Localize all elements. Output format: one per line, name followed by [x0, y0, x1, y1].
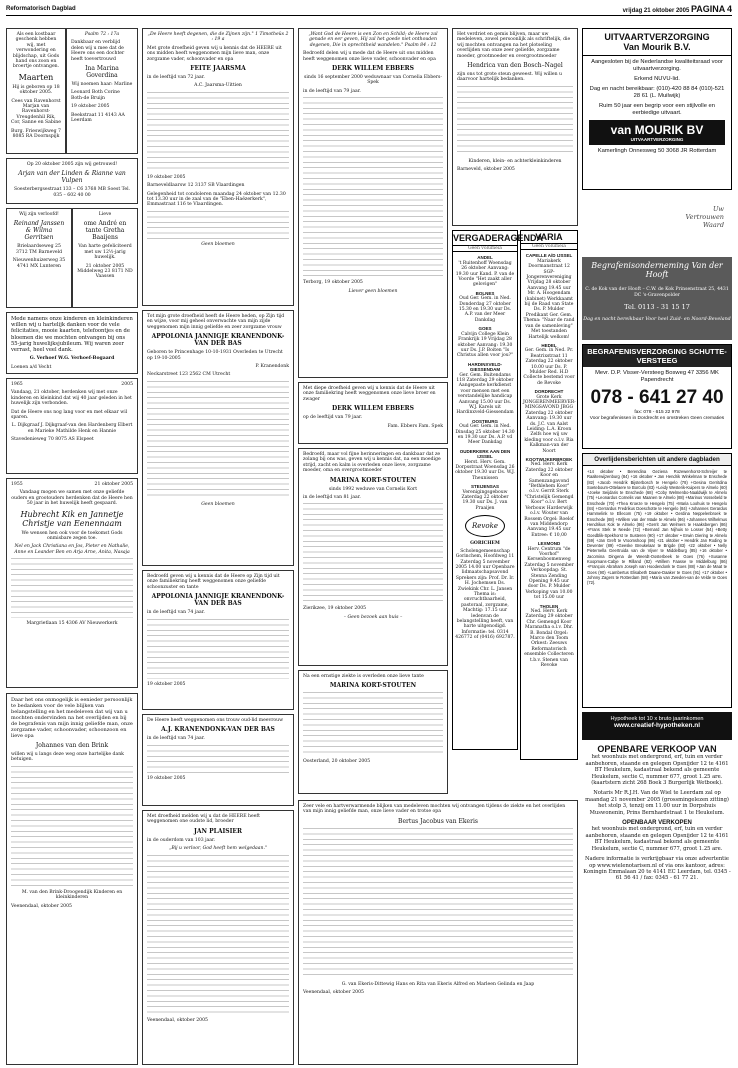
- text-filler: [11, 558, 133, 618]
- thank-you-van-ekeris: Zeer vele en hartverwarmende blijken van medeleven mochten wij ontvangen tijdens de ziekte en het overlijden van mijn innig geliefde man, onze lieve vader en trotse opa Bertus Jacobus van Ekeris G. van Ekeris-Dittewig Hans en Rita van Ekeris Alfred en Marleen Gelinda en Jaap Veenendaal, oktober 2005: [298, 800, 578, 1065]
- website-link[interactable]: www.creatief-hypotheken.nl: [613, 722, 701, 729]
- obituary-church-member: De Heere heeft weggenomen ons trouw oud-lid meevrouw A.J. KRANENDONK-VAN DER BAS in de leeftijd van 74 jaar. 19 oktober 2005: [142, 714, 294, 806]
- child-name: Ina Marina Goverdina: [85, 65, 119, 80]
- text-filler: [303, 692, 443, 756]
- anniversary-40-years: 1965 2005 Vandaag, 21 oktober, herdenken wij met onze kinderen en kleinkind dat wij 40 jaar geleden in het huwelijk zijn verbonden. Dat de Heere ons nog lang voor en met elkaar wil sparen. L. Dijkgraaf J. Dijkgraaf-van den Hardenberg Elbert en Marieke Mathilde Henk en Hannie Stavedenieweg 70 8075 AS Elspeet: [6, 378, 138, 474]
- deceased-name: Hendrica van den Bosch–Nagel: [467, 62, 563, 70]
- thank-you-van-den-bosch: Het verdriet en gemis blijven, maar uw medeleven, zowel persoonlijk als schriftelijk, die wij mochten ontvangen na het plotseling overlijden van onze zeer geliefde, zorgzame moeder, grootmoeder en overgrootmoeder Hendrica van den Bosch–Nagel zijn ons tot grote steun geweest. Wij willen u daarvoor hartelijk bedanken. Kinderen, klein- en achterkleinkinderen Barneveld, oktober 2005: [452, 28, 578, 226]
- couple-names: Hubrecht Kik en Jannetje Christje van Eenennaam: [20, 509, 124, 528]
- wedding-announcement: Op 20 oktober 2005 zijn wij getrouwd! Arjan van der Linden & Rianne van Vulpen Soesterbergsestraat 133 – C6 3768 MB Soest Tel. 035 – 602 40 00: [6, 158, 138, 204]
- text-filler: [147, 619, 289, 679]
- deceased-name: A.J. KRANENDONK-VAN DER BAS: [161, 726, 275, 734]
- thank-you-notice: Mede namens onze kinderen en kleinkinderen willen wij u hartelijk danken voor de vele felicitaties, mooie kaarten, telefoontjes en de bloemen die we mochten ontvangen bij ons 55-jarig huwelijksjubileum. Wij waren zeer verrast, heel veel dank. G. Verhoef W.G. Verhoef-Bogaard Loenen a/d Vecht: [6, 312, 138, 374]
- obituary-ebbers-family: Met diepe droefheid geven wij u kennis dat de Heere uit onze familiekring heeft weggenomen onze lieve broer en zwager DERK WILLEM EBBERS op de leeftijd van 79 jaar. Fam. Ebbers Fam. Spek: [298, 382, 448, 444]
- agenda-title: VERGADERAGENDA: [453, 231, 517, 246]
- meeting-agenda: VERGADERAGENDA Geen volumeia ANDEL 't Ruitenhoff Woensdag 26 oktober Aanvang: 19.30 uur Kand. P. van de Voorde "Het zaakt aller gelovigen" BOLNES Oud Ger. Gem. in Ned. Donderdag 27 oktober 15.30 en 19.30 uur Ds. A.P. van der Meer Dankdag GOES Calvijn College Klein Frankrijk 19 Vrijdag 28 oktober Aanvang: 19.30 uur Ds. J.P. Boiten "Is Christus allen voor jou?" HARDINXVELD-GIESSENDAM Ger. Gem. Buitendams 118 Zaterdag 29 oktober Aangepaste kerkdienst voor mensen met een verstandelijke handicap Aanvang 15.00 uur Ds. W.J. Karels uit Hardinxveld-Giessendam OOSTBURG Oud Ger. Gem. in Ned. Dinsdag 25 oktober 14.30 en 19.30 uur Ds. A.P. vd Meer Dankdag OUDERKERK AAN DEN IJSSEL Herst. Herv. Gem. Dorpsstraat Woensdag 26 oktober 19.30 uur Ds. W.J. Theunissen STEIJENSAS Verenigingsgebouw Zaterdag 22 oktober 19.30 uur Ds. J. van Praaijen Revoke GORICHEM Scholengemeenschap Gorinchem, Hoofdweg 11 Zaterdag 5 november 2005 14.00 uur Openbare lidmaatschapsavond Sprekers zijn: Prof. Dr. Ir. H. Jochemsen Ds. Zwiekink Chr. L. Jansen Thema is: onvruchtbaarheid, pastoraal, zorgzame, Machtig: 17.15 uur ledenvan de belangstelling heeft, van harte uitgenodigd. Informatie: tel. 0314 426772 of (0416) 692787.: [452, 230, 518, 750]
- deceased-name: JAN PLAISIER: [194, 827, 242, 835]
- newspaper-name: Reformatorisch Dagblad: [6, 6, 76, 12]
- deceased-name: Johannes van den Brink: [35, 742, 109, 749]
- van-mourik-logo: van MOURIK BV UITVAARTVERZORGING: [589, 120, 725, 145]
- anniversary-50-years: 1955 21 oktober 2005 Vandaag mogen we samen met onze geliefde ouders en grootouders herdenken dat de Heere hen 50 jaar in het huwelijk heeft gespaard. Hubrecht Kik en Jannetje Christje van Eenennaam We wensen hen ook voor de toekomst Gods onmisbare zegen toe. Nel en Jack Christiana en Jos, Pieter en Nathalie, Anne en Leander Ben en Arja Arne, Anita, Nasaja Margrietlaan 15 4306 AV Nieuwerkerk: [6, 478, 138, 688]
- text-filler: [457, 86, 573, 156]
- ad-van-mourik: UITVAARTVERZORGING Van Mourik B.V. Aangesloten bij de Nederlandse kwaliteitsraad voor uitvaartverzorging. Erkend NUVU-lid. Dag en nacht bereikbaar: (010)-420 88 84 (010)-521 28 61 (L. Muilwijk) Ruim 50 jaar een begrip voor een stijlvolle en eerbiedige uitvaart. van MOURIK BV UITVAARTVERZORGING Kamerlingh Onnesweg 50 3068 JR Rotterdam: [582, 28, 732, 190]
- obituaries-other-papers: Overlijdensberichten uit andere dagbladen +14 oktober • Berendina Geziena Rozewenhorst-Schreijer te Raalterwijzenburg (84) +16 oktober • Jan Hendrik Winkelman te Enschede (82) +Jacob Hendrik Bijsterbosch te Hengelo (78) +Gesina Gerritdina Soeteboum-Ottelaere te Borculo (83) +Leidy Westerik-Kuipers te Almelo (60) +Joeke Seijdaris te Enschede (68) +Coby Welmenbo-Naaldwijk te Almelo (75) +Leonardus Cornelis van Maanen te Almelo (88) +Marinus Vossebeld te Enschede (70) +Thea Kroeze te Hengelo (75) +Maria Loohuis te Hengelo (84) +Gerrardus Fredrikus Doeschotte te Hengelo (84) +Johannes Gerardus Hammelink te Ellecom (75) +19 oktober • Gerdina Neppelenbroek te Enschede (88) +Willem van der Made te Almelo (86) +Johannes Wilhelmus Hendrikus Kok te Almelo (86) +Gerrit Jan Welmers te Haaksbergen (86) +Frans Stek te Neede (72) +Bernard Jan Nijhuis te Losser (54) +Betty Goedblik-Spekhorst te Susteren (90) +17 oktober • Erwin Diering te Almelo (59) +Jan Greft te Vroomshoop (86) +21 oktober • Hendrik Jan Roding te Deventer (89) +Geeske Breukelaar te Brigde (83) +22 oktober • Nelly Pieternella Geertruida van de Vijver te Middelburg (85) +16 oktober • Jacomina Dingena de Weerdt-Oosterbeek te Goes (76) +Susanne Koopmans-Cabje te Rilland (82) +Willem Faasse te Middelburg (86) +François Abraham Joseph van Hoodendonk te Goes (88) +Jan de Maat te Goes (90) +Lambertus Elisabeth Daane-Daaker te Goes (91) +17 oktober • Johnny Zagers te Rotterdam (58) +Maria van Zweden-van de Velde te Goes (72).: [582, 453, 732, 708]
- deceased-name: MARINA KORT-STOUTEN: [329, 682, 417, 690]
- page-date: vrijdag 21 oktober 2005 PAGINA 4: [622, 4, 732, 14]
- deceased-name: DERK WILLEM EBBERS: [332, 65, 414, 73]
- obituary-marina-kort-stouten: Bedroefd, maar vol fijne herinneringen en dankbaar dat ze zolang bij ons was, geven wij u kennis dat, na een moedige strijd, zacht en kalm is overleden onze lieve, zorgzame moeder, oma en overgrootmoeder MARINA KORT-STOUTEN sinds 1992 weduwe van Cornelis Kort in de leeftijd van 81 jaar. Zierikzee, 19 oktober 2005 – Geen bezoek aan huis –: [298, 448, 448, 666]
- obituary-kort-stouten-tante: Na een ernstige ziekte is overleden onze lieve tante MARINA KORT-STOUTEN Oosterland, 20 oktober 2005: [298, 670, 448, 794]
- obituary-kranendonk: Tot mijn grote droefheid heeft de Heere heden, op Zijn tijd en wijze, voor mij geheel onverwachte van mijn zijde weggenomen mijn innig geliefde en zeer zorgzame vrouw APPOLONIA JANNIGJE KRANENDONK-VAN DER BAS Geboren te Princenhage 10-10-1931 Overleden te Utrecht op 19-10-2005 P. Kranendonk Neckarstreet 123 2562 CM Utrecht Geen bloemen: [142, 310, 294, 566]
- anniversary-congrats: Lieve ome André en tante Gretha Baaijens Van harte gefeliciteerd met uw 12½-jarig huwelijk. 21 oktober 2005 Middelweg 23 8171 ND Vaassen: [72, 208, 138, 308]
- deceased-name: Bertus Jacobus van Ekeris: [398, 817, 478, 825]
- text-filler: [303, 97, 443, 277]
- engagement-announcement: Wij zijn verloofd! Reinand Janssen & Wilma Gerritsen Brielaardseweg 25 3712 TM Barneveld Nieuwenhuizerweg 35 4741 MX Lunteren: [6, 208, 72, 308]
- deceased-name: FEITE JAARSMA: [190, 65, 246, 73]
- text-filler: [303, 828, 573, 978]
- text-filler: [11, 766, 133, 886]
- deceased-name: MARINA KORT-STOUTEN: [329, 476, 417, 484]
- text-filler: [147, 92, 289, 172]
- public-sale-notice: OPENBARE VERKOOP VAN het woonhuis met ondergrond, erf, tuin en verder aanbehoren, staande en gelegen Opsnijder 12 te 4161 BT Heukelum, kadastraal bekend als gemeente Heukelum, sectie C, nummer 677, groot 1.25 are. (kaartstern zicht 268 Boek 3 Burgerlijk Wetboek). Notaris Mr R.J.H. Van de Wiel te Leerdam zal op maandag 21 november 2005 (grossmingelezen zitting) het stolp 3, tenzij om 11.00 uur in Dorpshuis Muswonenin, Prins Bernhardstraat 1 te Heukelum. OPENBAAR VERKOPEN het woonhuis met ondergrond, erf, tuin en verder aanbehoren, staande en gelegen Opsnijder 12 te 4161 BT Heukelum, kadastraal bekend als gemeente Heukelum, sectie C, nummer 677, groot 1.25 are. Nadere informatie is verkrijgbaar via onze advertentie op www.wielenotarisen.nl of via ons kantoor, adres: Koningin Emmalaan 20 te 4141 EC Leerdam, tel. 0345 - 61 56 41 / fax: 0345 - 61 77 21.: [583, 744, 731, 882]
- obituary-kranendonk-family: Bedroefd geven wij u kennis dat de Heere op Zijn tijd uit onze familiekring heeft weggenomen onze geliefde schoonzuster en tante APPOLONIA JANNIGJE KRANENDONK-VAN DER BAS in de leeftijd van 74 jaar. 19 oktober 2005: [142, 570, 294, 710]
- text-filler: [147, 211, 289, 239]
- obituary-jan-plaisier: Met droefheid melden wij u dat de HEERE heeft weggenomen one oudste lid, broeder JAN PLAISIER in de ouderdom van 103 jaar. „Bij u verloor, God heeft hem welgedaan." Veenendaal, oktober 2005: [142, 810, 294, 1065]
- child-name: Maarten: [18, 72, 54, 82]
- varia-agenda: VARIA Geen volumeia CAPELLE A/D IJSSEL Mariakerk Doormanstraat 12 SGP-Jongerenvereniging Vrijdag 28 oktober Aanvang 19.45 uur Mr. A. Hoogendam (kabinet) Werkkaamt bij de Raad van State Ds. P. Mulder Predikant Ger. Gem. Thema: "Naar de rand van de samenleving" Met toestanden Hartelijk welkom! HEDEL Ger. Gem. in Ned. Pr. Beatrixstraat 11 Zaterdag 22 oktober 10.00 uur Ds. P. Mulder Red. H.D Collecte bestemd voor de Revoke DORDRECHT Grote Kerk JONGERENMEERVER-MINGSAVOND JBGG Zaterdag 22 oktober Aanvang: 19.30 uur ds. J.C. van Aalst Leiding: L.A. Kroon Zelfs hoe wij uw kleding voor o.l.v. Ria Kalkman-van der Noort KOOTWIJKERBROEK Ned. Herv. Kerk Zaterdag 22 oktober Koor en Samenzangavond "Bethlehem Koor" o.l.v. Gerrit Sterk "Christelijk Gemengd Koor" o.l.v. Bert Verbouw Harderwijk o.l.v. Wouter van Rossem Orgel: Roelof van Middendorp Aanvang 19.45 uur Entree: € 10,00 LEXMOND Herv. Centrum "de Voorhof" Kersenboomenweg Zaterdag 5 november Verkoopdag: St. Stenna Zending Opening 9.45 uur door Ds. P. Mulder Verkoping van 10.00 tot 15.00 uur THOLEN Ned. Herv. Kerk Zaterdag 29 oktober Chr. Gemengd Koor Maranatha o.l.v. Dhr. B. Bondal Orgel: Marco den Toom Orkest: Zeeuws Reformatorisch ensemble Collecteren t.b.v. Stenen van Revoke: [520, 230, 578, 760]
- birth-announcement-maarten: Als een kostbaar geschenk hebben wij, met verwondering en blijdschap, uit Gods hand ons zoon en broertje ontvangen. Maarten Hij is geboren op 18 oktober 2005. Cees van Ravenhorst Marjan van Ravenhorst-Vreugdenhil Rik, Cor, Sanne en Sabine Burg. Frieswijkweg 7 8085 RA Doornspijk: [6, 28, 66, 154]
- ad-schutte-versteeg: BEGRAFENISVERZORGING SCHUTTE-VERSTEEG Mevr. D.P. Visser-Versteeg Bosweg 47 3356 MK Papendrecht 078 - 641 27 40 fax: 078 - 615 22 978 Voor begrafenissen in Dordrecht en omstreken Geen crematies: [582, 344, 732, 449]
- text-filler: [147, 855, 289, 1015]
- text-filler: [147, 381, 289, 499]
- varia-title: VARIA: [521, 231, 577, 244]
- text-filler: [303, 503, 443, 603]
- page-header: [6, 2, 732, 14]
- revoke-logo: Revoke: [465, 515, 505, 537]
- ad-van-der-hooft: Uw Vertrouwen Waard Begrafenisonderneming Van der Hooft C. de Kok van der Hooft – C.W. de Kok Prinsenstraat 25, 4431 DC 's-Gravenpolder Tel. 0113 - 31 15 17 Dag en nacht bereikbaar Voor heel Zuid- en Noord-Beveland: [582, 195, 732, 340]
- deceased-name: DERK WILLEM EBBERS: [332, 405, 414, 413]
- ad-creatief-hypotheken: Hypotheek tot 10 x bruto jaarinkomen www.creatief-hypotheken.nl: [582, 712, 732, 740]
- phone-number: 078 - 641 27 40: [590, 387, 724, 408]
- obituary-derk-willem-ebbers: „Want God de Heere is een Zon en Schild; de Heere zal genade en eer geven, Hij zal het goede niet onthouden degenen, Die in oprechtheid wandelen." Psalm 84 : 12 Bedroefd delen wij u mede dat de Heere uit ons midden heeft weggenomen onze lieve vader, schoonvader en opa DERK WILLEM EBBERS sinds 16 september 2000 weduwnaar van Cornelia Ebbers-Spek in de leeftijd van 79 jaar. Terborg, 19 oktober 2005 Liever geen bloemen: [298, 28, 448, 378]
- deceased-name: APPOLONIA JANNIGJE KRANENDONK-VAN DER BAS: [151, 593, 285, 608]
- header-rule: [6, 15, 732, 16]
- text-filler: [147, 745, 289, 773]
- thank-you-van-den-brink: Daar het ons onmogelijk is eenieder persoonlijk te bedanken voor de vele blijken van belangstelling en het medeleven dat wij van u mochten ondervinden na het overlijden en bij de begrafenis van mijn innig geliefde man, onze zorgzame vader, schoonvader, schoonzoon en lieve opa Johannes van den Brink willen wij u langs deze weg onze hartelijke dank betuigen. M. van den Brink-Droogendijk Kinderen en kleinkinderen Veenendaal, oktober 2005: [6, 693, 138, 1065]
- birth-announcement-ina: Psalm 72 : 17a Dankbaar en verblijd delen wij u mee dat de Heere ons een dochter heeft toevertrouwd Ina Marina Goverdina Wij noemen haar: Marline Leonard Both Corine Both-de Bruijn 19 oktober 2005 Beekstraat 11 4143 AA Leerdam: [66, 28, 138, 154]
- obituary-feite-jaarsma: „De Heere heeft degenen, die de Zijnen zijn." 1 Timotheüs 2 : 19 a Met grote droefheid geven wij u kennis dat de HEERE uit ons midden heeft weggenomen mijn lieve man, onze zorgzame vader, schoonvader en opa FEITE JAARSMA in de leeftijd van 72 jaar. A.C. Jaarsma-Uittien 19 oktober 2005 Barneveldlaarsw 12 3137 SB Vlaardingen Gelegenheid tot condoleren maandag 24 oktober van 12.30 tot 13.30 uur in de zaal van de "Eben-Haëzerkerk", Emmastraat 116 te Vlaardingen. Geen bloemen: [142, 28, 294, 306]
- deceased-name: APPOLONIA JANNIGJE KRANENDONK-VAN DER BAS: [151, 333, 285, 348]
